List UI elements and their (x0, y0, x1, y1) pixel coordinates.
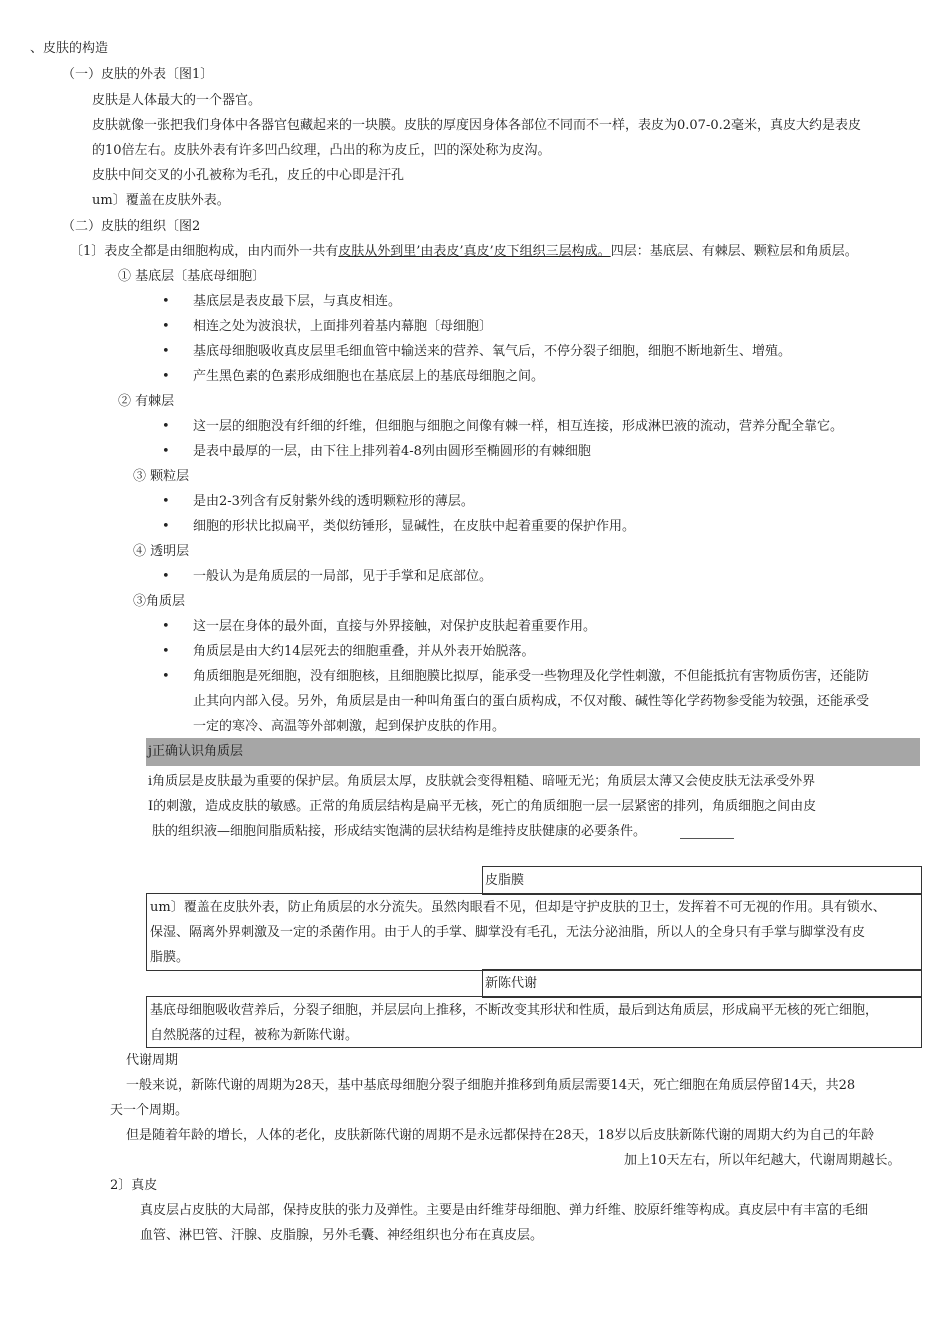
paragraph (70, 243, 858, 261)
table-header-metabolism: 新陈代谢 (485, 976, 538, 991)
bullet-icon: • (162, 619, 170, 634)
subsection-title: 代谢周期 (126, 1053, 179, 1068)
callout-header-band (146, 738, 920, 766)
paragraph: 的10倍左右。皮肤外表有许多凹凸纹理，凸出的称为皮丘，凹的深处称为皮沟。 (92, 143, 551, 158)
callout-heading: j正确认识角质层 (148, 744, 244, 759)
subsection-title: 2〕真皮 (110, 1178, 158, 1193)
layer-title-spinous: ② 有棘层 (118, 394, 175, 409)
table-text: 脂膜。 (150, 950, 190, 965)
callout-text: I的刺激，造成皮肤的敏感。正常的角质层结构是扁平无核，死亡的角质细胞一层一层紧密的排列，角质细胞之间由皮 (148, 799, 817, 814)
bullet-icon: • (162, 494, 170, 509)
bullet-icon: • (162, 669, 170, 684)
list-item-continued: 止其向内部入侵。另外，角质层是由一种叫角蛋白的蛋白质构成，不仅对酸、碱性等化学药物参受能为较强，还能承受 (193, 694, 870, 709)
rule-line (680, 838, 734, 839)
layer-title-lucidum: ④ 透明层 (133, 544, 190, 559)
list-item: 一般认为是角质层的一局部，见于手掌和足底部位。 (193, 569, 493, 584)
list-item: 基底层是表皮最下层，与真皮相连。 (193, 294, 402, 309)
table-text: 自然脱落的过程，被称为新陈代谢。 (150, 1028, 359, 1043)
paragraph: 皮肤中间交叉的小孔被称为毛孔，皮丘的中心即是汗孔 (92, 168, 405, 183)
paragraph: 血管、淋巴管、汗腺、皮脂腺，另外毛囊、神经组织也分布在真皮层。 (140, 1228, 544, 1243)
layer-title-corneum: ③角质层 (133, 594, 186, 609)
list-item: 相连之处为波浪状，上面排列着基内幕胞〔母细胞〕 (193, 319, 493, 334)
list-item: 基底母细胞吸收真皮层里毛细血管中输送来的营养、氧气后，不停分裂子细胞，细胞不断地新生、增殖。 (193, 344, 792, 359)
list-item: 是由2-3列含有反射紫外线的透明颗粒形的薄层。 (193, 494, 474, 509)
bullet-icon: • (162, 519, 170, 534)
list-item-continued: 一定的寒冷、高温等外部刺激，起到保护皮肤的作用。 (193, 719, 506, 734)
table-header-sebum: 皮脂膜 (485, 873, 525, 888)
table-text: 保湿、隔离外界刺激及一定的杀菌作用。由于人的手掌、脚掌没有毛孔，无法分泌油脂，所以人的全身只有手掌与脚掌没有皮 (150, 925, 866, 940)
paragraph: 一般来说，新陈代谢的周期为28天，基中基底母细胞分裂子细胞并推移到角质层需要14天，死亡细胞在角质层停留14天，共28 (126, 1078, 856, 1093)
bullet-icon: • (162, 569, 170, 584)
list-item: 这一层在身体的最外面，直接与外界接触，对保护皮肤起着重要作用。 (193, 619, 597, 634)
text-run: 〔1〕表皮全都是由细胞构成，由内而外一共有 (70, 244, 339, 259)
section-heading: （二）皮肤的组织〔图2 (62, 219, 201, 234)
bullet-icon: • (162, 294, 170, 309)
bullet-icon: • (162, 369, 170, 384)
document-title: 、皮肤的构造 (30, 41, 109, 56)
list-item: 这一层的细胞没有纤细的纤维，但细胞与细胞之间像有棘一样，相互连接，形成淋巴液的流动，营养分配全靠它。 (193, 419, 844, 434)
paragraph: 加上10天左右，所以年纪越大，代谢周期越长。 (624, 1153, 901, 1168)
table-text: 基底母细胞吸收营养后，分裂子细胞，并层层向上推移，不断改变其形状和性质，最后到达角质层，形成扁平无核的死亡细胞， (150, 1003, 879, 1018)
table-header-cell (482, 866, 922, 895)
paragraph: 皮肤是人体最大的一个器官。 (92, 93, 262, 108)
bullet-icon: • (162, 644, 170, 659)
paragraph: um〕覆盖在皮肤外表。 (92, 193, 230, 208)
callout-text: 肤的组织液—细胞间脂质粘接，形成结实饱满的层状结构是维持皮肤健康的必要条件。 (152, 824, 647, 839)
layer-title-basal: ① 基底层〔基底母细胞〕 (118, 269, 266, 284)
list-item: 角质层是由大约14层死去的细胞重叠，并从外表开始脱落。 (193, 644, 535, 659)
bullet-icon: • (162, 419, 170, 434)
bullet-icon: • (162, 319, 170, 334)
list-item: 角质细胞是死细胞，没有细胞核，且细胞膜比拟厚，能承受一些物理及化学性刺激，不但能抵抗有害物质伤害，还能防 (193, 669, 870, 684)
table-header-cell (482, 969, 922, 998)
section-heading: （一）皮肤的外表〔图1〕 (62, 67, 214, 82)
text-run: 四层：基底层、有棘层、颗粒层和角质层。 (610, 244, 858, 259)
paragraph: 皮肤就像一张把我们身体中各器官包藏起来的一块膜。皮肤的厚度因身体各部位不同而不一样，表皮为0.07-0.2毫米，真皮大约是表皮 (92, 118, 862, 133)
list-item: 产生黑色素的色素形成细胞也在基底层上的基底母细胞之间。 (193, 369, 545, 384)
paragraph: 真皮层占皮肤的大局部，保持皮肤的张力及弹性。主要是由纤维芽母细胞、弹力纤维、胶原纤维等构成。真皮层中有丰富的毛细 (140, 1203, 869, 1218)
layer-title-granular: ③ 颗粒层 (133, 469, 190, 484)
bullet-icon: • (162, 444, 170, 459)
paragraph: 天一个周期。 (110, 1103, 189, 1118)
bullet-icon: • (162, 344, 170, 359)
list-item: 细胞的形状比拟扁平，类似纺锤形，显碱性，在皮肤中起着重要的保护作用。 (193, 519, 636, 534)
table-text: um〕覆盖在皮肤外表，防止角质层的水分流失。虽然肉眼看不见，但却是守护皮肤的卫士，发挥着不可无视的作用。具有锁水、 (150, 900, 886, 915)
list-item: 是表中最厚的一层，由下往上排列着4-8列由圆形至椭圆形的有棘细胞 (193, 444, 591, 459)
underlined-text: 皮肤从外到里’由表皮’真皮’皮下组织三层构成。 (338, 244, 611, 259)
callout-text: i角质层是皮肤最为重要的保护层。角质层太厚，皮肤就会变得粗糙、暗哑无光；角质层太薄又会使皮肤无法承受外界 (148, 774, 816, 789)
paragraph: 但是随着年龄的增长，人体的老化，皮肤新陈代谢的周期不是永远都保持在28天，18岁以后皮肤新陈代谢的周期大约为自己的年龄 (126, 1128, 875, 1143)
